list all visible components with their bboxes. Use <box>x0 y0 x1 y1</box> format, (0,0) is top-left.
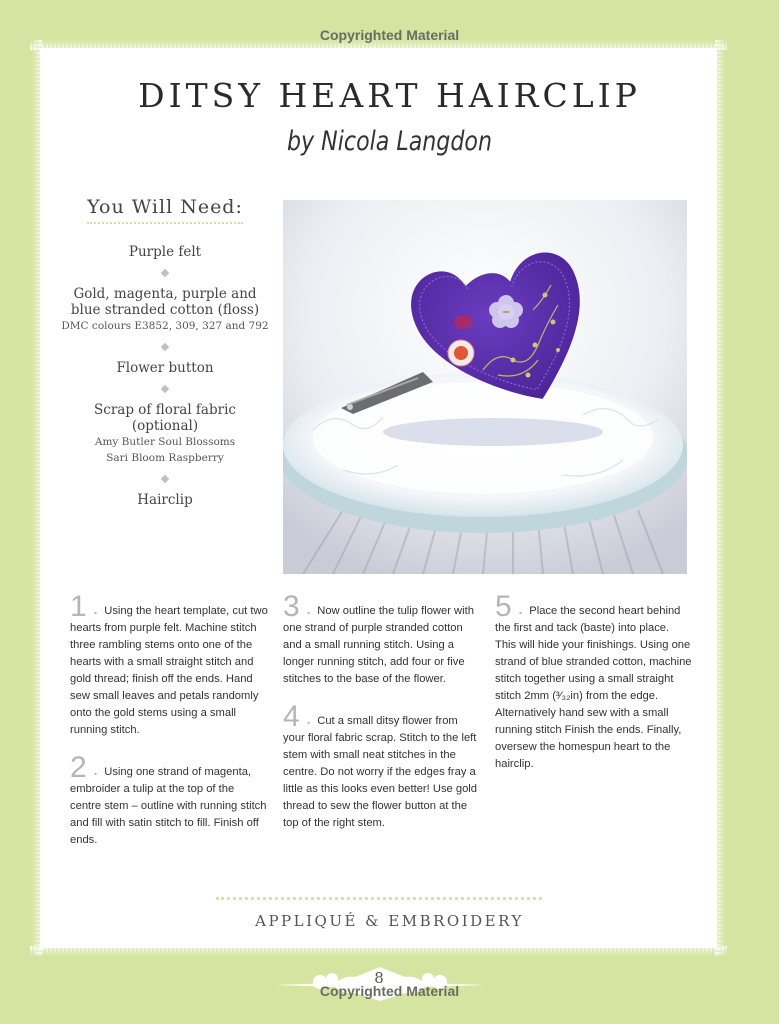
materials-heading: You Will Need: <box>87 196 243 224</box>
instruction-step <box>283 700 481 832</box>
step-number: 3 <box>283 590 300 623</box>
materials-list <box>60 196 270 508</box>
material-detail: DMC colours E3852, 309, 327 and 792 <box>61 320 269 332</box>
material-item <box>60 402 270 466</box>
copyright-watermark-top: Copyrighted Material <box>319 27 460 43</box>
step-number-dot: . <box>517 597 524 619</box>
page-title: DITSY HEART HAIRCLIP <box>138 76 641 115</box>
step-number-dot: . <box>92 758 99 780</box>
diamond-separator-icon <box>161 475 169 483</box>
page-number: 8 <box>374 969 384 987</box>
instructions-column-1 <box>70 590 268 869</box>
step-number-dot: . <box>92 597 99 619</box>
material-detail: Sari Bloom Raspberry <box>106 452 224 464</box>
step-text: Using one strand of magenta, embroider a tulip at the top of the centre stem – outline with running stitch and fill with satin stitch to fill. Finish off ends. <box>70 766 267 846</box>
material-label: Flower button <box>116 360 214 376</box>
instruction-step <box>283 590 481 688</box>
material-label: Hairclip <box>137 492 193 508</box>
footer-dotted-divider <box>216 897 542 900</box>
material-item <box>60 286 270 334</box>
instruction-step <box>70 751 268 849</box>
material-item <box>60 360 270 376</box>
copyright-watermark-bottom: Copyrighted Material <box>319 983 460 999</box>
step-number-dot: . <box>305 707 312 729</box>
diamond-separator-icon <box>161 269 169 277</box>
materials-items <box>60 244 270 508</box>
step-number: 1 <box>70 590 87 623</box>
step-text: Now outline the tulip flower with one strand of purple stranded cotton and a small running stitch. Using a longer running stitch, add four or five stitches to the base of the flower. <box>283 605 474 685</box>
material-item <box>60 492 270 508</box>
step-text: Using the heart template, cut two hearts from purple felt. Machine stitch three rambling stems onto one of the hearts with a small straight stitch and gold thread; finish off the ends. Hand sew small leaves and petals randomly onto the gold stems using a small running stitch. <box>70 605 268 736</box>
diamond-separator-icon <box>161 385 169 393</box>
author-byline: by Nicola Langdon <box>286 126 492 157</box>
step-number-dot: . <box>305 597 312 619</box>
instruction-step <box>495 590 693 773</box>
material-label: Scrap of floral fabric (optional) <box>94 402 236 434</box>
product-photo <box>283 200 687 574</box>
step-text: Cut a small ditsy flower from your floral fabric scrap. Stitch to the left stem with small neat stitches in the centre. Do not worry if the edges fray a little as this looks even better! Use gold thread to sew the flower button at the top of the right stem. <box>283 715 478 829</box>
hairclip-photo-illustration <box>283 200 687 574</box>
step-number: 4 <box>283 700 300 733</box>
instructions-column-2 <box>283 590 481 852</box>
material-label: Purple felt <box>128 244 202 260</box>
step-number: 2 <box>70 751 87 784</box>
material-detail: Amy Butler Soul Blossoms <box>94 436 236 448</box>
instructions-column-3 <box>495 590 693 793</box>
section-footer-label: APPLIQUÉ & EMBROIDERY <box>255 912 524 930</box>
material-item <box>60 244 270 260</box>
instruction-step <box>70 590 268 739</box>
material-label: Gold, magenta, purple and blue stranded cotton (floss) <box>70 286 260 318</box>
step-number: 5 <box>495 590 512 623</box>
step-text: Place the second heart behind the first and tack (baste) into place. This will hide your finishings. Using one strand of blue stranded cotton, machine stitch together using a small straight stitch 2mm (³⁄₃₂in) from the edge. Alternatively hand sew with a small running stitch Finish the ends. Finally, oversew the homespun heart to the hairclip. <box>495 605 692 770</box>
diamond-separator-icon <box>161 343 169 351</box>
